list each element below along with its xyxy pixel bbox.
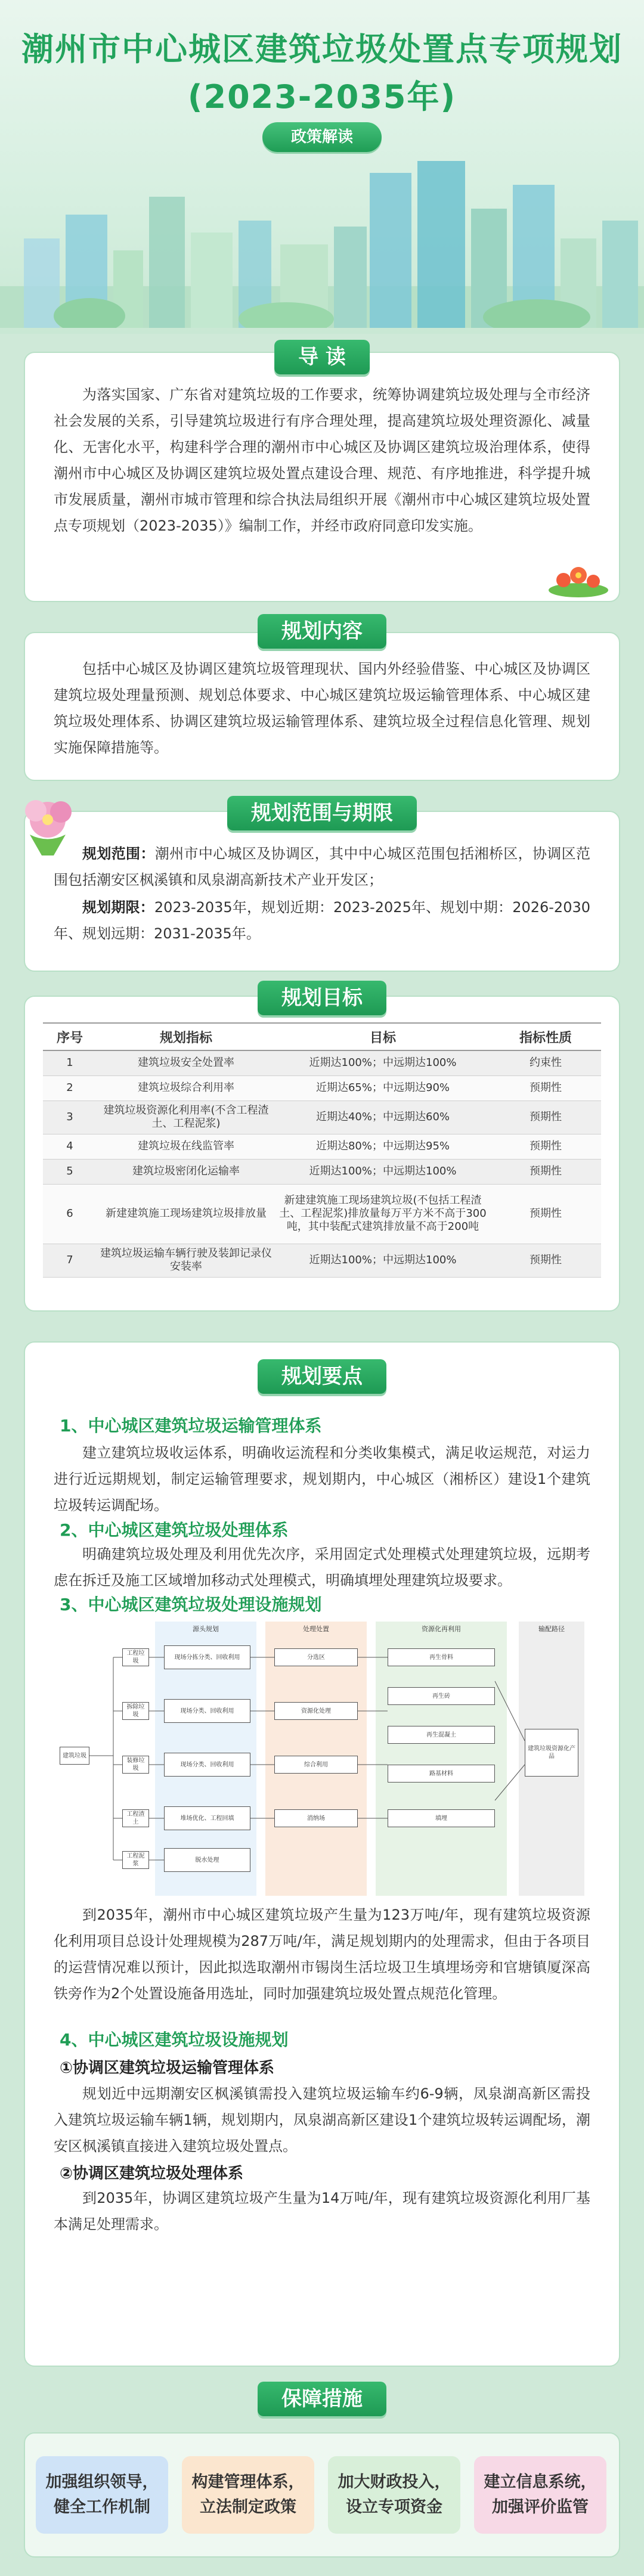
cell-target: 近期达100%；中远期达100% [275,1050,490,1075]
col-header: 目标 [275,1023,490,1050]
flow-output: 再生骨料 [388,1648,495,1666]
processing-flowchart [54,1622,590,1890]
scope-period-label: 规划期限： [82,899,154,916]
cell-no: 5 [43,1159,97,1184]
flow-col-head: 资源化再利用 [422,1625,461,1633]
cell-target: 近期达100%；中远期达100% [275,1159,490,1184]
flow-sorting: 堆场优化、工程回填 [164,1806,250,1830]
cell-no: 3 [43,1101,97,1134]
city-skyline-illustration [0,149,644,328]
goals-table-header [43,1023,601,1050]
point-heading-3: 3、中心城区建筑垃圾处理设施规划 [60,1595,322,1614]
scope-range-label: 规划范围： [82,845,155,862]
point-text-1: 建立建筑垃圾收运体系，明确收运流程和分类收集模式，满足收运规范，对运力进行近远期规划，制定运输管理要求，规划期内，中心城区（湘桥区）建设1个建筑垃圾转运调配场。 [54,1444,590,1514]
cell-target: 近期达65%；中远期达90% [275,1075,490,1101]
flow-col-head: 输配路径 [538,1625,565,1633]
flow-middle: 综合利用 [274,1756,358,1774]
col-header: 序号 [43,1023,97,1050]
cell-name: 建筑垃圾在线监管率 [97,1134,275,1159]
flow-output: 填埋 [388,1809,495,1827]
flow-col-head: 源头规划 [193,1625,219,1633]
policy-interpretation-badge: 政策解读 [262,122,382,152]
table-row [43,1184,601,1244]
table-row [43,1050,601,1075]
flow-category: 工程垃圾 [122,1648,149,1666]
cell-target: 新建建筑施工现场建筑垃圾(不包括工程渣土、工程泥浆)排放量每万平方米不高于300吨，其中装配式建筑排放量不高于200吨 [275,1184,490,1244]
flow-col-head: 处理处置 [303,1625,329,1633]
cell-no: 2 [43,1075,97,1101]
cell-no: 4 [43,1134,97,1159]
flow-output: 路基材料 [388,1765,495,1783]
cell-type: 预期性 [490,1101,601,1134]
flow-middle: 资源化处理 [274,1702,358,1720]
point-heading-1: 1、中心城区建筑垃圾运输管理体系 [60,1416,322,1436]
cell-type: 预期性 [490,1075,601,1101]
point-text-4: 规划近中远期潮安区枫溪镇需投入建筑垃圾运输车约6-9辆，凤泉湖高新区需投入建筑垃圾运输车辆1辆，规划期内，凤泉湖高新区建设1个建筑垃圾转运调配场，潮安区枫溪镇直接进入建筑垃圾处置点。 [54,2085,590,2155]
point-text-3: 到2035年，潮州市中心城区建筑垃圾产生量为123万吨/年，现有建筑垃圾资源化利用项目总设计处理规模为287万吨/年，满足规划期内的处理需求，但由于各项目的运营情况难以预计，因此拟选取潮州市锡岗生活垃圾卫生填埋场旁和官塘镇厦深高铁旁作为2个处置设施备用选址，同时加强建筑垃圾处置点规范化管理。 [54,1907,590,2002]
point-sub-2: ②协调区建筑垃圾处理体系 [60,2165,244,2183]
cell-target: 近期达80%；中远期达95% [275,1134,490,1159]
flow-sorting: 脱水处理 [164,1848,250,1872]
cell-type: 预期性 [490,1159,601,1184]
col-header: 规划指标 [97,1023,275,1050]
table-row [43,1134,601,1159]
cell-name: 建筑垃圾密闭化运输率 [97,1159,275,1184]
cell-target: 近期达40%；中远期达60% [275,1101,490,1134]
measure-item-3: 加大财政投入，设立专项资金 [328,2456,460,2534]
cell-name: 建筑垃圾运输车辆行驶及装卸记录仪安装率 [97,1244,275,1277]
point-sub-1: ①协调区建筑垃圾运输管理体系 [60,2059,275,2077]
cell-type: 预期性 [490,1244,601,1277]
scope-range-text: 潮州市中心城区及协调区，其中中心城区范围包括湘桥区，协调区范围包括潮安区枫溪镇和凤泉湖高新技术产业开发区； [54,845,590,888]
point-text-5: 到2035年，协调区建筑垃圾产生量为14万吨/年，现有建筑垃圾资源化利用厂基本满足处理需求。 [54,2190,590,2233]
flow-category: 工程渣土 [122,1809,149,1827]
flow-sorting: 现场分拣分类、回收利用 [164,1645,250,1669]
scope-period [54,894,590,947]
intro-text: 为落实国家、广东省对建筑垃圾的工作要求，统筹协调建筑垃圾处理与全市经济社会发展的关系，引导建筑垃圾进行有序合理处理，提高建筑垃圾处理资源化、减量化、无害化水平，构建科学合理的潮州市中心城区及协调区建筑垃圾治理体系，使得潮州市中心城区及协调区建筑垃圾处置点建设合理、规范、有序地推进，科学提升城市发展质量，潮州市城市管理和综合执法局组织开展《潮州市中心城区建筑垃圾处置点专项规划（2023-2035）》编制工作，并经市政府同意印发实施。 [54,386,590,534]
cell-no: 7 [43,1244,97,1277]
table-row [43,1075,601,1101]
content-text: 包括中心城区及协调区建筑垃圾管理现状、国内外经验借鉴、中心城区及协调区建筑垃圾处理量预测、规划总体要求、中心城区建筑垃圾运输管理体系、中心城区建筑垃圾处理体系、协调区建筑垃圾运输管理体系、建筑垃圾全过程信息化管理、规划实施保障措施等。 [54,661,590,756]
cell-no: 1 [43,1050,97,1075]
flow-middle: 消纳场 [274,1809,358,1827]
cell-type: 预期性 [490,1134,601,1159]
page-subtitle-years: (2023-2035年) [187,78,457,116]
flow-sorting: 现场分类、回收利用 [164,1753,250,1777]
cell-name: 建筑垃圾综合利用率 [97,1075,275,1101]
cell-no: 6 [43,1184,97,1244]
point-heading-2: 2、中心城区建筑垃圾处理体系 [60,1520,289,1540]
cell-name: 新建建筑施工现场建筑垃圾排放量 [97,1184,275,1244]
cell-type: 预期性 [490,1184,601,1244]
scope-title: 规划范围与期限 [227,796,417,830]
page-title: 潮州市中心城区建筑垃圾处置点专项规划 [21,30,623,68]
cell-target: 近期达100%；中远期达100% [275,1244,490,1277]
point-text-2: 明确建筑垃圾处理及利用优先次序，采用固定式处理模式处理建筑垃圾，远期考虑在拆迁及施工区域增加移动式处理模式，明确填埋处理建筑垃圾要求。 [54,1546,590,1589]
flow-output: 再生混凝土 [388,1726,495,1744]
cell-type: 约束性 [490,1050,601,1075]
cell-name: 建筑垃圾资源化利用率(不含工程渣土、工程泥浆) [97,1101,275,1134]
content-title: 规划内容 [258,614,386,649]
flow-end: 建筑垃圾资源化产品 [525,1729,578,1777]
flow-output: 再生砖 [388,1687,495,1705]
measure-item-4: 建立信息系统，加强评价监管 [474,2456,606,2534]
point-heading-4: 4、中心城区建筑垃圾设施规划 [60,2030,289,2050]
col-header: 指标性质 [490,1023,601,1050]
scope-range [54,841,590,893]
cell-name: 建筑垃圾安全处置率 [97,1050,275,1075]
scope-period-text: 2023-2035年，规划近期：2023-2025年、规划中期：2026-2030年、规划远期：2031-2035年。 [54,899,591,942]
intro-title: 导 读 [274,340,370,374]
flow-source: 建筑垃圾 [60,1747,89,1765]
flow-middle: 分选区 [274,1648,358,1666]
flow-category: 拆除垃圾 [122,1702,149,1720]
points-title: 规划要点 [258,1359,386,1394]
table-row [43,1159,601,1184]
measure-item-1: 加强组织领导，健全工作机制 [36,2456,168,2534]
flow-sorting: 现场分类、回收利用 [164,1699,250,1723]
flow-category: 工程泥浆 [122,1851,149,1869]
table-row [43,1101,601,1134]
flow-category: 装修垃圾 [122,1756,149,1774]
measure-item-2: 构建管理体系，立法制定政策 [182,2456,314,2534]
goals-table [43,1022,601,1278]
table-row [43,1244,601,1277]
measures-title: 保障措施 [258,2382,386,2416]
flower-decoration-icon [546,557,611,599]
goals-title: 规划目标 [258,981,386,1015]
